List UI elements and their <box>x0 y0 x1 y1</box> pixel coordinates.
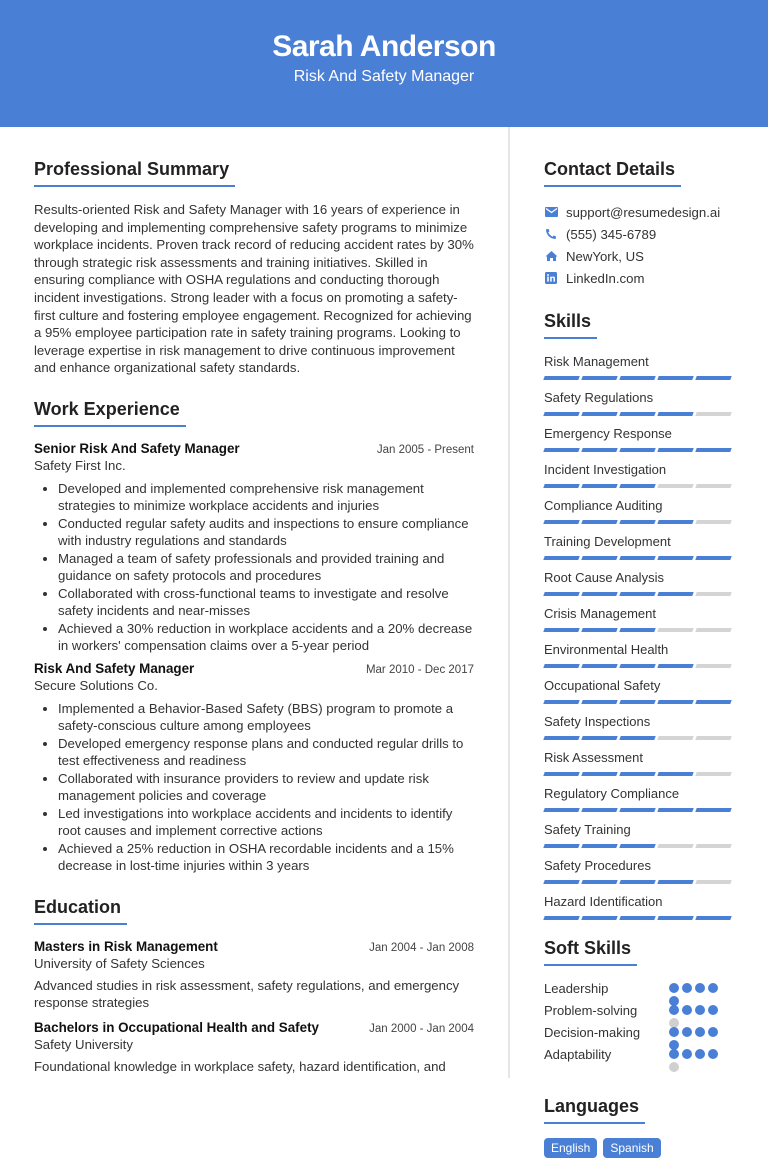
level-segment <box>619 484 655 488</box>
rating-dot <box>695 1049 705 1059</box>
skill-name: Root Cause Analysis <box>544 570 664 585</box>
level-segment <box>657 556 693 560</box>
section-heading: Soft Skills <box>544 938 637 966</box>
skill-item <box>544 353 748 380</box>
bullet-item: • Collaborated with cross-functional teams to investigate and resolve safety incidents and near-misses <box>58 585 474 620</box>
soft-skill-item <box>544 980 748 1002</box>
level-segment <box>543 484 579 488</box>
skill-item <box>544 569 748 596</box>
skill-name: Risk Assessment <box>544 750 643 765</box>
job-date: Jan 2005 - Present <box>376 443 474 456</box>
skill-item <box>544 893 748 920</box>
soft-skill-item <box>544 1002 748 1024</box>
soft-skill-name: Leadership <box>544 981 609 996</box>
rating-dot <box>669 1062 679 1072</box>
level-segment <box>619 880 655 884</box>
skill-level-bar <box>544 484 748 488</box>
level-segment <box>695 844 731 848</box>
level-segment <box>543 736 579 740</box>
level-segment <box>619 520 655 524</box>
skill-level-bar <box>544 556 748 560</box>
rating-dot <box>669 1005 679 1015</box>
skill-level-bar <box>544 736 748 740</box>
skill-level-bar <box>544 844 748 848</box>
level-segment <box>543 592 579 596</box>
skill-name: Crisis Management <box>544 606 656 621</box>
bullet-item: • Achieved a 25% reduction in OSHA recordable incidents and a 15% decrease in lost-time injuries within 3 years <box>58 840 474 875</box>
level-segment <box>543 916 579 920</box>
skill-item <box>544 857 748 884</box>
skill-name: Hazard Identification <box>544 894 663 909</box>
languages-section <box>544 1096 748 1158</box>
soft-skill-item <box>544 1046 748 1068</box>
level-segment <box>657 772 693 776</box>
rating-dot <box>708 1049 718 1059</box>
skill-name: Regulatory Compliance <box>544 786 680 801</box>
job-entry <box>34 661 474 875</box>
envelope-icon <box>544 205 558 219</box>
skill-name: Compliance Auditing <box>544 498 663 513</box>
soft-skill-rating <box>669 983 721 1006</box>
level-segment <box>543 412 579 416</box>
level-segment <box>657 808 693 812</box>
home-icon <box>544 249 558 263</box>
skill-level-bar <box>544 880 748 884</box>
skill-item <box>544 749 748 776</box>
skill-level-bar <box>544 628 748 632</box>
job-title: Senior Risk And Safety Manager <box>34 440 240 456</box>
skill-name: Safety Training <box>544 822 631 837</box>
skill-level-bar <box>544 376 748 380</box>
level-segment <box>581 772 617 776</box>
education-header <box>34 939 474 954</box>
contact-text: NewYork, US <box>566 248 644 264</box>
level-segment <box>581 844 617 848</box>
language-tag: Spanish <box>603 1138 660 1158</box>
soft-skill-item <box>544 1024 748 1046</box>
level-segment <box>657 664 693 668</box>
contact-item[interactable] <box>544 223 748 245</box>
degree-title: Masters in Risk Management <box>34 938 218 954</box>
skill-name: Occupational Safety <box>544 678 661 693</box>
summary-section <box>34 159 474 377</box>
contact-item[interactable] <box>544 201 748 223</box>
skills-section <box>544 311 748 920</box>
rating-dot <box>708 1005 718 1015</box>
level-segment <box>619 628 655 632</box>
skill-item <box>544 821 748 848</box>
language-tag: English <box>544 1138 597 1158</box>
level-segment <box>619 916 655 920</box>
bullet-item: • Implemented a Behavior-Based Safety (BBS) program to promote a safety-conscious culture among employees <box>58 700 474 735</box>
level-segment <box>581 628 617 632</box>
level-segment <box>543 772 579 776</box>
skill-level-bar <box>544 700 748 704</box>
level-segment <box>543 664 579 668</box>
level-segment <box>657 736 693 740</box>
bullet-item: • Conducted regular safety audits and inspections to ensure compliance with industry regulations and standards <box>58 515 474 550</box>
contact-section <box>544 159 748 289</box>
bullet-item: • Developed emergency response plans and conducted regular drills to test effectiveness and readiness <box>58 735 474 770</box>
education-section <box>34 897 474 1076</box>
resume-body <box>0 127 768 1155</box>
level-segment <box>581 808 617 812</box>
level-segment <box>657 520 693 524</box>
level-segment <box>657 376 693 380</box>
section-heading: Professional Summary <box>34 159 235 187</box>
job-header <box>34 441 474 456</box>
rating-dot <box>682 1027 692 1037</box>
level-segment <box>543 448 579 452</box>
education-entry <box>34 939 474 1012</box>
level-segment <box>695 484 731 488</box>
level-segment <box>695 700 731 704</box>
contact-item[interactable] <box>544 245 748 267</box>
skill-level-bar <box>544 592 748 596</box>
job-date: Mar 2010 - Dec 2017 <box>365 663 474 676</box>
section-heading: Languages <box>544 1096 645 1124</box>
level-segment <box>619 844 655 848</box>
rating-dot <box>708 983 718 993</box>
level-segment <box>619 664 655 668</box>
skill-level-bar <box>544 808 748 812</box>
level-segment <box>695 520 731 524</box>
level-segment <box>543 556 579 560</box>
soft-skill-name: Adaptability <box>544 1047 612 1062</box>
level-segment <box>695 628 731 632</box>
contact-list <box>544 201 748 289</box>
level-segment <box>581 880 617 884</box>
level-segment <box>657 628 693 632</box>
level-segment <box>695 664 731 668</box>
level-segment <box>581 520 617 524</box>
rating-dot <box>669 1027 679 1037</box>
education-header <box>34 1020 474 1035</box>
level-segment <box>657 592 693 596</box>
rating-dot <box>695 983 705 993</box>
skill-item <box>544 533 748 560</box>
skill-name: Safety Procedures <box>544 858 651 873</box>
skill-item <box>544 389 748 416</box>
degree-title: Bachelors in Occupational Health and Safety <box>34 1019 319 1035</box>
skill-item <box>544 677 748 704</box>
level-segment <box>657 412 693 416</box>
level-segment <box>581 412 617 416</box>
candidate-title: Risk And Safety Manager <box>293 68 475 85</box>
soft-skill-rating <box>669 1049 721 1072</box>
summary-text: Results-oriented Risk and Safety Manager with 16 years of experience in developing and implementing comprehensive safety programs to minimize workplace incidents. Proven track record of reducing accident rates by 30% through strategic risk assessments and training initiatives. Skilled in ensuring compliance with OSHA regulations and conducting thorough incident investigations. Strong leader with a focus on promoting a safety-first culture and fostering employee engagement. Recognized for achieving a 95% employee participation rate in safety training programs. Looking to leverage expertise in risk management to drive continuous improvement and enhance organizational safety standards. <box>34 202 474 376</box>
job-bullets <box>58 480 474 655</box>
level-segment <box>581 700 617 704</box>
level-segment <box>657 700 693 704</box>
skill-name: Environmental Health <box>544 642 669 657</box>
level-segment <box>581 916 617 920</box>
resume-header <box>0 0 768 127</box>
linkedin-icon <box>544 271 558 285</box>
section-heading: Contact Details <box>544 159 681 187</box>
job-entry <box>34 441 474 655</box>
skill-name: Incident Investigation <box>544 462 667 477</box>
sidebar-column <box>510 127 768 1155</box>
level-segment <box>619 448 655 452</box>
section-heading: Work Experience <box>34 399 186 427</box>
level-segment <box>695 916 731 920</box>
level-segment <box>619 700 655 704</box>
section-heading: Skills <box>544 311 597 339</box>
contact-text: support@resumedesign.ai <box>566 204 721 220</box>
soft-skill-name: Decision-making <box>544 1025 641 1040</box>
level-segment <box>695 448 731 452</box>
level-segment <box>543 628 579 632</box>
education-description: Foundational knowledge in workplace safety, hazard identification, and <box>34 1058 446 1074</box>
rating-dot <box>708 1027 718 1037</box>
education-entry <box>34 1020 474 1076</box>
skill-name: Risk Management <box>544 354 649 369</box>
skill-item <box>544 461 748 488</box>
level-segment <box>581 664 617 668</box>
level-segment <box>695 556 731 560</box>
skill-item <box>544 497 748 524</box>
phone-icon <box>544 227 558 241</box>
level-segment <box>619 592 655 596</box>
level-segment <box>619 412 655 416</box>
language-list <box>544 1138 748 1158</box>
education-list <box>34 939 474 1076</box>
level-segment <box>543 376 579 380</box>
skill-list <box>544 353 748 920</box>
soft-skill-list <box>544 980 748 1068</box>
skill-item <box>544 425 748 452</box>
skill-item <box>544 641 748 668</box>
level-segment <box>543 844 579 848</box>
soft-skill-rating <box>669 1005 721 1028</box>
contact-text: LinkedIn.com <box>566 270 645 286</box>
rating-dot <box>695 1027 705 1037</box>
soft-skill-rating <box>669 1027 721 1050</box>
skill-name: Emergency Response <box>544 426 672 441</box>
level-segment <box>619 772 655 776</box>
contact-text: (555) 345-6789 <box>566 226 657 242</box>
level-segment <box>695 376 731 380</box>
job-title: Risk And Safety Manager <box>34 660 195 676</box>
level-segment <box>695 808 731 812</box>
rating-dot <box>695 1005 705 1015</box>
section-heading: Education <box>34 897 127 925</box>
bullet-item: • Led investigations into workplace accidents and incidents to identify root causes and implement corrective actions <box>58 805 474 840</box>
company-name: Safety First Inc. <box>34 457 126 473</box>
skill-level-bar <box>544 772 748 776</box>
level-segment <box>581 736 617 740</box>
rating-dot <box>669 1049 679 1059</box>
education-date: Jan 2004 - Jan 2008 <box>369 941 474 954</box>
skill-item <box>544 713 748 740</box>
skill-name: Training Development <box>544 534 671 549</box>
school-name: University of Safety Sciences <box>34 955 205 971</box>
education-date: Jan 2000 - Jan 2004 <box>369 1022 474 1035</box>
soft-skill-name: Problem-solving <box>544 1003 638 1018</box>
skill-name: Safety Regulations <box>544 390 654 405</box>
level-segment <box>619 556 655 560</box>
level-segment <box>695 412 731 416</box>
level-segment <box>581 556 617 560</box>
level-segment <box>619 736 655 740</box>
level-segment <box>581 592 617 596</box>
level-segment <box>695 592 731 596</box>
level-segment <box>581 448 617 452</box>
skill-level-bar <box>544 520 748 524</box>
education-description: Advanced studies in risk assessment, safety regulations, and emergency response strategies <box>34 977 460 1011</box>
main-column <box>0 127 510 1078</box>
contact-item[interactable] <box>544 267 748 289</box>
level-segment <box>657 880 693 884</box>
level-segment <box>695 880 731 884</box>
soft-skills-section <box>544 938 748 1068</box>
level-segment <box>695 772 731 776</box>
experience-section <box>34 399 474 875</box>
level-segment <box>657 844 693 848</box>
skill-name: Safety Inspections <box>544 714 651 729</box>
level-segment <box>543 700 579 704</box>
bullet-item: • Achieved a 30% reduction in workplace accidents and a 20% decrease in workers' compensation claims over a 5-year period <box>58 620 474 655</box>
skill-level-bar <box>544 448 748 452</box>
skill-level-bar <box>544 916 748 920</box>
level-segment <box>543 520 579 524</box>
bullet-item: • Collaborated with insurance providers to review and update risk management policies and coverage <box>58 770 474 805</box>
rating-dot <box>682 1005 692 1015</box>
skill-item <box>544 605 748 632</box>
skill-level-bar <box>544 412 748 416</box>
level-segment <box>657 916 693 920</box>
level-segment <box>657 484 693 488</box>
rating-dot <box>682 1049 692 1059</box>
rating-dot <box>682 983 692 993</box>
bullet-item: • Managed a team of safety professionals and provided training and guidance on safety protocols and procedures <box>58 550 474 585</box>
level-segment <box>657 448 693 452</box>
job-bullets <box>58 700 474 875</box>
candidate-name: Sarah Anderson <box>272 30 496 63</box>
level-segment <box>619 808 655 812</box>
level-segment <box>581 484 617 488</box>
level-segment <box>619 376 655 380</box>
bullet-item: • Developed and implemented comprehensive risk management strategies to minimize workplace accidents and injuries <box>58 480 474 515</box>
level-segment <box>543 880 579 884</box>
level-segment <box>543 808 579 812</box>
level-segment <box>695 736 731 740</box>
level-segment <box>581 376 617 380</box>
rating-dot <box>669 983 679 993</box>
school-name: Safety University <box>34 1036 133 1052</box>
skill-level-bar <box>544 664 748 668</box>
job-list <box>34 441 474 875</box>
skill-item <box>544 785 748 812</box>
company-name: Secure Solutions Co. <box>34 677 158 693</box>
job-header <box>34 661 474 676</box>
